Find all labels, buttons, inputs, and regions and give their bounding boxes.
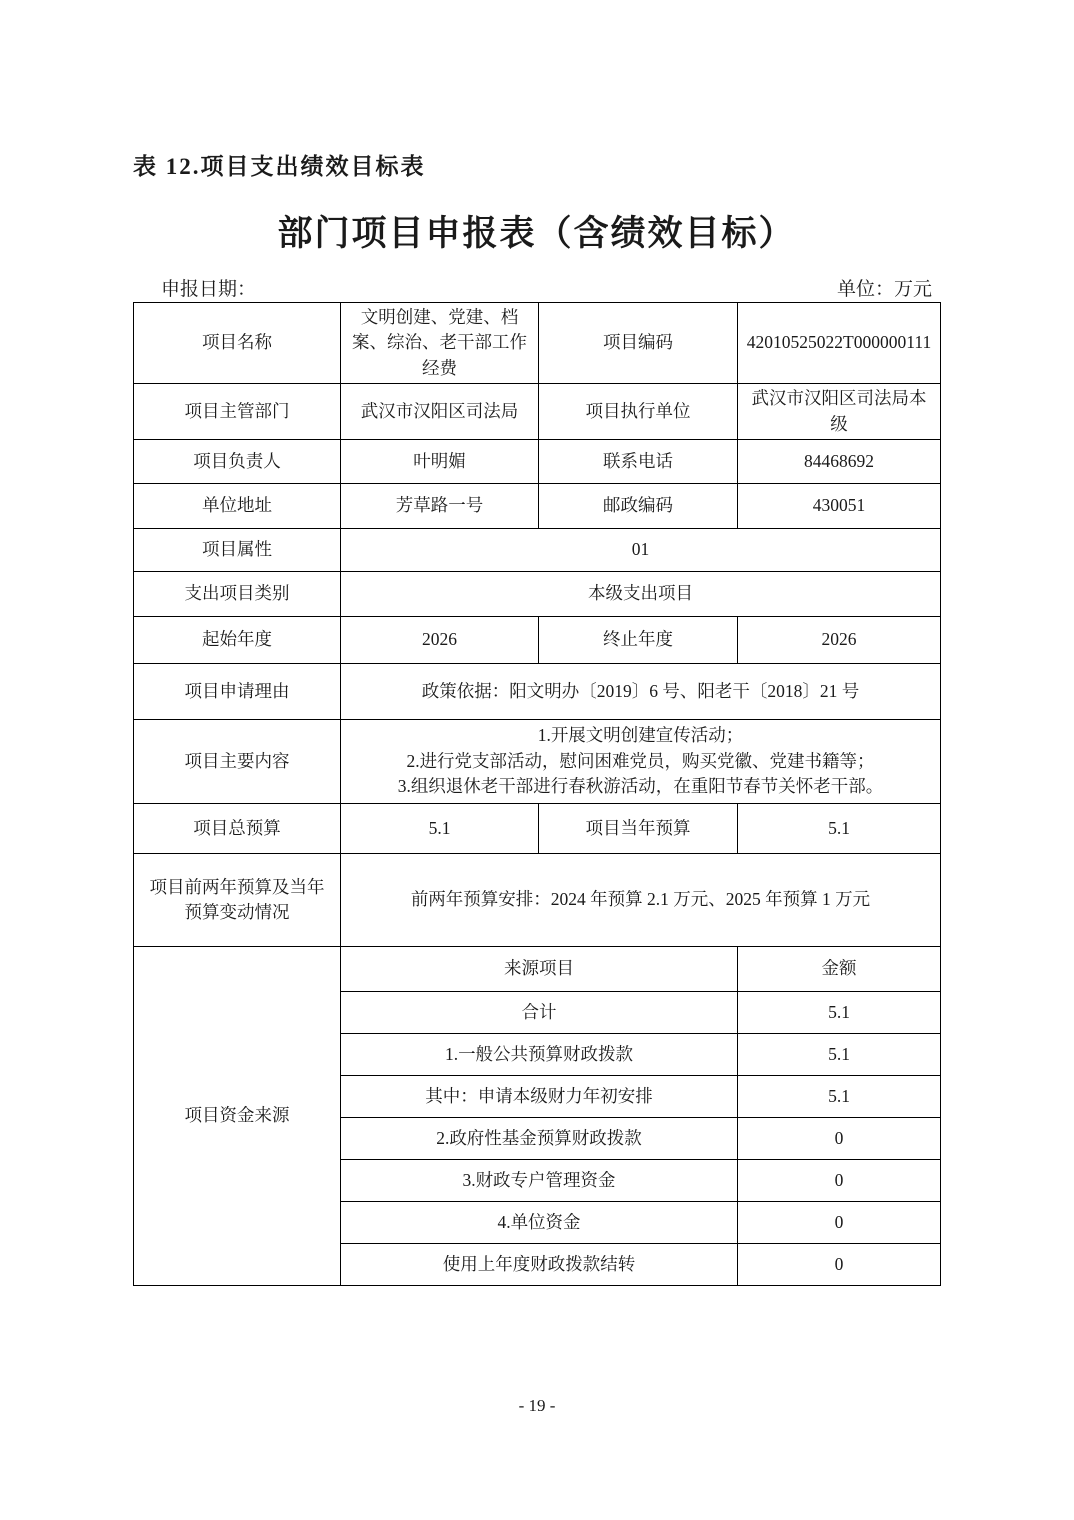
table-row: [134, 803, 941, 853]
project-name-value: 文明创建、党建、档案、综治、老干部工作经费: [341, 303, 539, 384]
funding-source-header: 来源项目: [341, 946, 738, 991]
project-application-table: [133, 302, 941, 1286]
content-label: 项目主要内容: [134, 719, 341, 803]
table-row: [134, 571, 941, 616]
table-row: [134, 483, 941, 528]
end-year-value: 2026: [738, 616, 941, 663]
table-row: [134, 384, 941, 440]
funding-section-label: 项目资金来源: [134, 946, 341, 1285]
postcode-value: 430051: [738, 483, 941, 528]
postcode-label: 邮政编码: [539, 483, 738, 528]
declare-date-label: 申报日期：: [161, 279, 257, 300]
project-code-label: 项目编码: [539, 303, 738, 384]
table-row: [134, 303, 941, 384]
exec-unit-label: 项目执行单位: [539, 384, 738, 440]
year-budget-label: 项目当年预算: [539, 803, 738, 853]
prev-budget-label: 项目前两年预算及当年 预算变动情况: [134, 853, 341, 946]
attribute-label: 项目属性: [134, 528, 341, 571]
dept-label: 项目主管部门: [134, 384, 341, 440]
attribute-value: 01: [341, 528, 941, 571]
address-value: 芳草路一号: [341, 483, 539, 528]
total-budget-value: 5.1: [341, 803, 539, 853]
leader-label: 项目负责人: [134, 439, 341, 483]
category-value: 本级支出项目: [341, 571, 941, 616]
content-line: 1.开展文明创建宣传活动；: [537, 725, 744, 746]
prev-budget-value: 前两年预算安排：2024 年预算 2.1 万元、2025 年预算 1 万元: [341, 853, 941, 946]
table-caption: 表 12.项目支出绩效目标表: [133, 154, 426, 179]
reason-value: 政策依据：阳文明办〔2019〕6 号、阳老干〔2018〕21 号: [341, 663, 941, 719]
funding-item-amount: 5.1: [738, 1075, 941, 1117]
funding-item-amount: 5.1: [738, 1033, 941, 1075]
table-row: [134, 439, 941, 483]
funding-item-label: 使用上年度财政拨款结转: [341, 1243, 738, 1285]
funding-item-amount: 5.1: [738, 991, 941, 1033]
table-row: [134, 946, 941, 991]
phone-value: 84468692: [738, 439, 941, 483]
table-row: [134, 663, 941, 719]
start-year-label: 起始年度: [134, 616, 341, 663]
content-value: [341, 719, 941, 803]
table-row: [134, 528, 941, 571]
funding-item-label: 2.政府性基金预算财政拨款: [341, 1117, 738, 1159]
dept-value: 武汉市汉阳区司法局: [341, 384, 539, 440]
phone-label: 联系电话: [539, 439, 738, 483]
table-row: [134, 719, 941, 803]
funding-item-amount: 0: [738, 1201, 941, 1243]
address-label: 单位地址: [134, 483, 341, 528]
total-budget-label: 项目总预算: [134, 803, 341, 853]
project-code-value: 42010525022T000000111: [738, 303, 941, 384]
reason-label: 项目申请理由: [134, 663, 341, 719]
funding-item-amount: 0: [738, 1159, 941, 1201]
leader-value: 叶明媚: [341, 439, 539, 483]
content-line: 2.进行党支部活动，慰问困难党员，购买党徽、党建书籍等；: [406, 750, 875, 771]
category-label: 支出项目类别: [134, 571, 341, 616]
year-budget-value: 5.1: [738, 803, 941, 853]
end-year-label: 终止年度: [539, 616, 738, 663]
funding-item-label: 其中：申请本级财力年初安排: [341, 1075, 738, 1117]
funding-item-label: 1.一般公共预算财政拨款: [341, 1033, 738, 1075]
funding-amount-header: 金额: [738, 946, 941, 991]
content-line: 3.组织退休老干部进行春秋游活动，在重阳节春节关怀老干部。: [397, 776, 884, 797]
project-name-label: 项目名称: [134, 303, 341, 384]
funding-item-label: 合计: [341, 991, 738, 1033]
page-number: - 19 -: [518, 1396, 556, 1415]
table-row: [134, 853, 941, 946]
unit-label: 单位：万元: [836, 279, 932, 300]
funding-item-amount: 0: [738, 1243, 941, 1285]
funding-item-label: 3.财政专户管理资金: [341, 1159, 738, 1201]
start-year-value: 2026: [341, 616, 539, 663]
table-row: [134, 616, 941, 663]
funding-item-label: 4.单位资金: [341, 1201, 738, 1243]
exec-unit-value: 武汉市汉阳区司法局本级: [738, 384, 941, 440]
meta-row: [133, 274, 940, 301]
form-title: 部门项目申报表（含绩效目标）: [277, 214, 796, 253]
funding-item-amount: 0: [738, 1117, 941, 1159]
